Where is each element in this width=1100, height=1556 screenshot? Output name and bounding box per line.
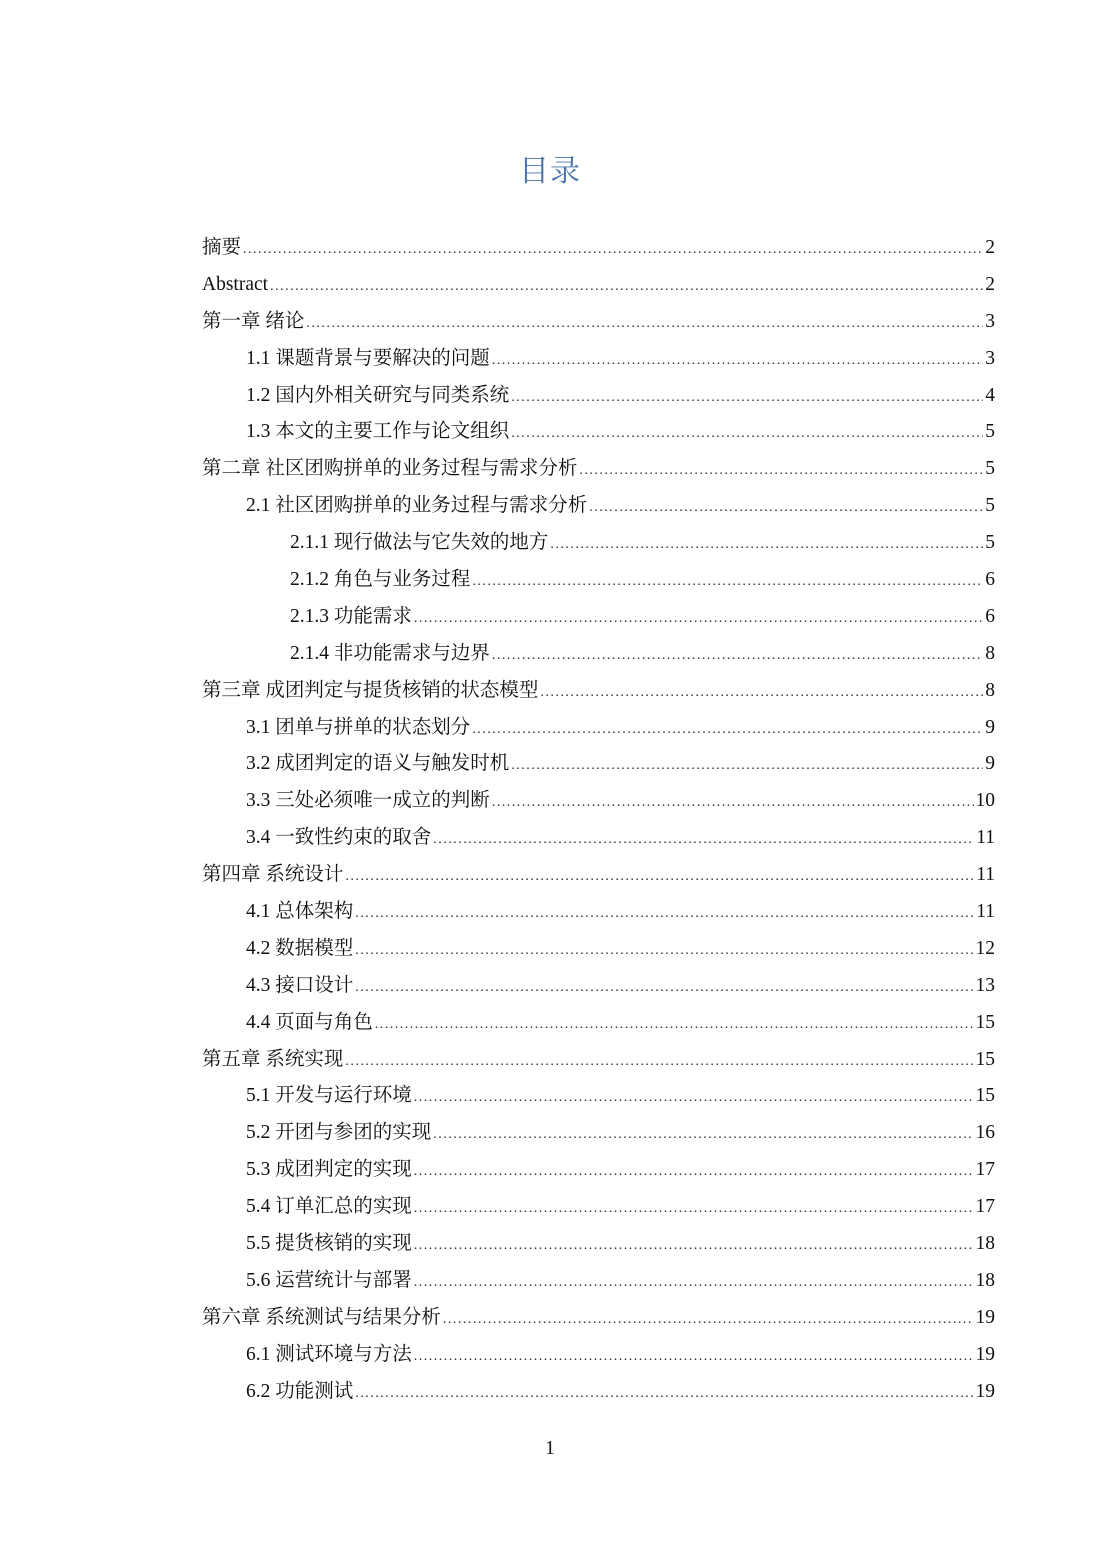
- toc-entry[interactable]: [202, 931, 995, 968]
- toc-leader-dots: [443, 1302, 974, 1339]
- toc-entry[interactable]: [202, 525, 995, 562]
- toc-entry[interactable]: [202, 1078, 995, 1115]
- toc-leader-dots: [355, 933, 973, 970]
- toc-entry-label: 第五章 系统实现: [202, 1048, 344, 1070]
- toc-entry-label: 6.1 测试环境与方法: [246, 1343, 412, 1365]
- toc-leader-dots: [306, 306, 983, 343]
- toc-entry[interactable]: [202, 894, 995, 931]
- toc-entry-page: 3: [985, 347, 995, 369]
- toc-leader-dots: [414, 601, 983, 638]
- toc-entry-label: 3.1 团单与拼单的状态划分: [246, 716, 471, 738]
- toc-entry-page: 2: [985, 273, 995, 295]
- toc-entry-page: 5: [985, 458, 995, 480]
- toc-leader-dots: [433, 822, 974, 859]
- toc-entry-label: 1.3 本文的主要工作与论文组织: [246, 421, 510, 443]
- toc-leader-dots: [472, 712, 983, 749]
- toc-entry-page: 18: [975, 1269, 995, 1291]
- toc-entry-label: 2.1.4 非功能需求与边界: [290, 642, 490, 664]
- toc-entry-page: 11: [976, 901, 995, 923]
- table-of-contents: [202, 230, 995, 1411]
- toc-leader-dots: [375, 1007, 974, 1044]
- toc-entry-page: 17: [975, 1159, 995, 1181]
- toc-entry[interactable]: [202, 451, 995, 488]
- toc-entry-page: 19: [975, 1380, 995, 1402]
- page-title: 目录: [519, 155, 581, 188]
- toc-leader-dots: [355, 970, 973, 1007]
- toc-leader-dots: [345, 1044, 973, 1081]
- toc-entry-page: 11: [976, 864, 995, 886]
- toc-entry[interactable]: [202, 710, 995, 747]
- toc-entry-page: 9: [985, 716, 995, 738]
- toc-leader-dots: [414, 1339, 974, 1376]
- toc-entry[interactable]: [202, 636, 995, 673]
- toc-entry[interactable]: [202, 1337, 995, 1374]
- toc-entry-page: 12: [975, 937, 995, 959]
- toc-entry-label: 3.2 成团判定的语义与触发时机: [246, 753, 510, 775]
- toc-leader-dots: [355, 896, 974, 933]
- toc-entry-label: 4.3 接口设计: [246, 974, 354, 996]
- toc-leader-dots: [511, 748, 983, 785]
- toc-entry[interactable]: [202, 267, 995, 304]
- toc-leader-dots: [414, 1228, 974, 1265]
- toc-entry-page: 15: [975, 1011, 995, 1033]
- toc-entry-page: 6: [985, 569, 995, 591]
- toc-entry-label: 第一章 绪论: [202, 310, 305, 332]
- toc-entry[interactable]: [202, 746, 995, 783]
- toc-entry-label: 1.1 课题背景与要解决的问题: [246, 347, 490, 369]
- toc-entry-page: 16: [975, 1122, 995, 1144]
- toc-entry[interactable]: [202, 562, 995, 599]
- toc-entry-page: 4: [985, 384, 995, 406]
- toc-entry-label: 4.1 总体架构: [246, 901, 354, 923]
- toc-entry-page: 19: [975, 1306, 995, 1328]
- toc-entry-label: 3.3 三处必须唯一成立的判断: [246, 790, 490, 812]
- toc-entry-label: 2.1 社区团购拼单的业务过程与需求分析: [246, 495, 588, 517]
- toc-entry[interactable]: [202, 414, 995, 451]
- toc-entry[interactable]: [202, 1042, 995, 1079]
- toc-leader-dots: [243, 232, 983, 269]
- toc-leader-dots: [414, 1154, 974, 1191]
- toc-leader-dots: [511, 416, 983, 453]
- toc-leader-dots: [492, 638, 983, 675]
- toc-entry[interactable]: [202, 1005, 995, 1042]
- toc-entry[interactable]: [202, 599, 995, 636]
- toc-entry-page: 13: [975, 974, 995, 996]
- toc-leader-dots: [414, 1265, 974, 1302]
- toc-entry-page: 10: [975, 790, 995, 812]
- toc-entry[interactable]: [202, 488, 995, 525]
- toc-entry-label: 4.4 页面与角色: [246, 1011, 373, 1033]
- toc-leader-dots: [355, 1376, 973, 1413]
- toc-entry-label: 2.1.2 角色与业务过程: [290, 569, 471, 591]
- toc-leader-dots: [589, 490, 983, 527]
- toc-leader-dots: [472, 564, 983, 601]
- toc-entry-label: 5.5 提货核销的实现: [246, 1233, 412, 1255]
- toc-leader-dots: [492, 343, 983, 380]
- toc-entry[interactable]: [202, 968, 995, 1005]
- toc-entry-page: 19: [975, 1343, 995, 1365]
- toc-entry-label: 第六章 系统测试与结果分析: [202, 1306, 441, 1328]
- toc-entry-label: 5.2 开团与参团的实现: [246, 1122, 432, 1144]
- toc-entry-page: 11: [976, 827, 995, 849]
- toc-leader-dots: [414, 1080, 974, 1117]
- toc-leader-dots: [511, 380, 983, 417]
- page-number: 1: [545, 1438, 555, 1459]
- toc-leader-dots: [550, 527, 983, 564]
- toc-entry[interactable]: [202, 1115, 995, 1152]
- toc-entry-page: 2: [985, 237, 995, 258]
- toc-entry-label: 第三章 成团判定与提货核销的状态模型: [202, 679, 539, 701]
- toc-entry-label: 2.1.3 功能需求: [290, 605, 412, 627]
- toc-entry-page: 17: [975, 1196, 995, 1218]
- toc-entry-label: 2.1.1 现行做法与它失效的地方: [290, 532, 549, 554]
- toc-entry[interactable]: [202, 304, 995, 341]
- toc-leader-dots: [270, 269, 983, 306]
- toc-entry[interactable]: [202, 820, 995, 857]
- toc-entry[interactable]: [202, 1226, 995, 1263]
- toc-entry-label: 5.3 成团判定的实现: [246, 1159, 412, 1181]
- toc-entry-label: 第四章 系统设计: [202, 864, 344, 886]
- toc-leader-dots: [414, 1191, 974, 1228]
- toc-entry-label: 第二章 社区团购拼单的业务过程与需求分析: [202, 458, 578, 480]
- toc-entry-page: 15: [975, 1085, 995, 1107]
- toc-leader-dots: [492, 785, 974, 822]
- toc-leader-dots: [579, 453, 983, 490]
- toc-entry-label: 5.1 开发与运行环境: [246, 1085, 412, 1107]
- toc-leader-dots: [540, 675, 983, 712]
- toc-entry[interactable]: [202, 378, 995, 415]
- toc-entry-label: 1.2 国内外相关研究与同类系统: [246, 384, 510, 406]
- toc-entry-label: 4.2 数据模型: [246, 937, 354, 959]
- toc-entry-label: Abstract: [202, 273, 269, 295]
- toc-entry-page: 8: [985, 679, 995, 701]
- toc-entry[interactable]: [202, 341, 995, 378]
- toc-entry[interactable]: [202, 230, 995, 267]
- toc-entry-page: 5: [985, 532, 995, 554]
- toc-leader-dots: [433, 1117, 973, 1154]
- toc-entry-page: 3: [985, 310, 995, 332]
- toc-entry[interactable]: [202, 857, 995, 894]
- toc-entry-page: 15: [975, 1048, 995, 1070]
- toc-entry[interactable]: [202, 1152, 995, 1189]
- toc-entry-label: 5.4 订单汇总的实现: [246, 1196, 412, 1218]
- toc-entry-label: 摘要: [202, 237, 242, 258]
- toc-entry-page: 9: [985, 753, 995, 775]
- toc-entry-label: 6.2 功能测试: [246, 1380, 354, 1402]
- toc-entry-page: 5: [985, 495, 995, 517]
- toc-entry-label: 5.6 运营统计与部署: [246, 1269, 412, 1291]
- toc-entry[interactable]: [202, 1300, 995, 1337]
- toc-entry[interactable]: [202, 783, 995, 820]
- toc-entry[interactable]: [202, 1374, 995, 1411]
- toc-entry[interactable]: [202, 1189, 995, 1226]
- toc-entry-page: 8: [985, 642, 995, 664]
- toc-leader-dots: [345, 859, 974, 896]
- toc-entry-page: 18: [975, 1233, 995, 1255]
- toc-entry[interactable]: [202, 673, 995, 710]
- toc-entry-page: 6: [985, 605, 995, 627]
- toc-entry-page: 5: [985, 421, 995, 443]
- toc-entry[interactable]: [202, 1263, 995, 1300]
- toc-entry-label: 3.4 一致性约束的取舍: [246, 827, 432, 849]
